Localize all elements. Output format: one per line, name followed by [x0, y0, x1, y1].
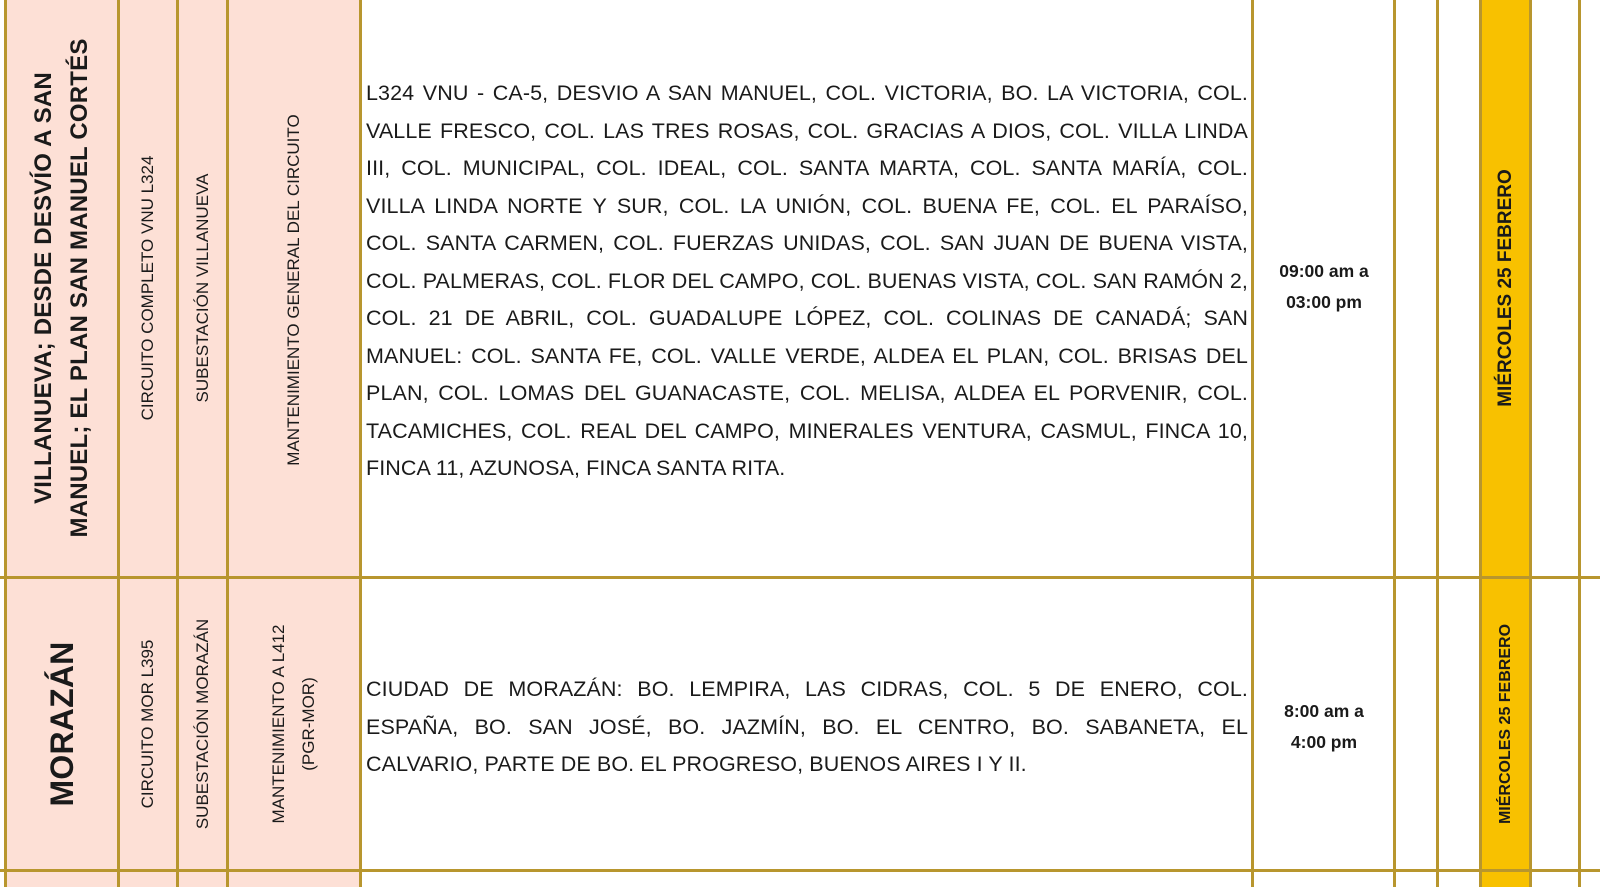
row2-zone: [6, 579, 118, 869]
work-description: [264, 624, 324, 823]
affected-areas: L324 VNU - CA-5, DESVIO A SAN MANUEL, COL. VICTORIA, BO. LA VICTORIA, COL. VALLE FRESCO, COL. LAS TRES ROSAS, COL. GRACIAS A DIOS, COL. VILLA LINDA III, COL. MUNICIPAL, COL. IDEAL, COL. SANTA MARTA, COL. SANTA MARÍA, COL. VILLA LINDA NORTE Y SUR, COL. LA UNIÓN, COL. BUENA FE, COL. EL PARAÍSO, COL. SANTA CARMEN, COL. FUERZAS UNIDAS, COL. SAN JUAN DE BUENA VISTA, COL. PALMERAS, COL. FLOR DEL CAMPO, COL. BUENAS VISTA, COL. SAN RAMÓN 2, COL. 21 DE ABRIL, COL. GUADALUPE LÓPEZ, COL. COLINAS DE CANADÁ; SAN MANUEL: COL. SANTA FE, COL. VALLE VERDE, ALDEA EL PLAN, COL. BRISAS DEL PLAN, COL. LOMAS DEL GUANACASTE, COL. MELISA, ALDEA EL PORVENIR, COL. TACAMICHES, COL. REAL DEL CAMPO, MINERALES VENTURA, CASMUL, FINCA 10, FINCA 11, AZUNOSA, FINCA SANTA RITA.: [366, 81, 1248, 480]
work-description: MANTENIMIENTO GENERAL DEL CIRCUITO: [284, 114, 303, 466]
row1-date: [1482, 0, 1529, 576]
row2-work: [229, 579, 359, 869]
work-line: MANTENIMIENTO A L412: [269, 624, 288, 824]
outage-date: MIÉRCOLES 25 FEBRERO: [1494, 169, 1516, 407]
row2-circuit: [120, 579, 176, 869]
work-line: (PGR-MOR): [299, 677, 318, 771]
grid-line: [1578, 0, 1581, 887]
row1-substation: [179, 0, 226, 576]
grid-line: [1529, 0, 1532, 887]
row2-date: [1482, 579, 1529, 869]
outage-time: [1252, 256, 1396, 318]
time-end: 03:00 pm: [1286, 292, 1362, 312]
row1-circuit: [120, 0, 176, 576]
grid-line: [359, 0, 362, 887]
zone-name: MORAZÁN: [44, 641, 80, 807]
time-start: 8:00 am a: [1284, 701, 1364, 721]
time-end: 4:00 pm: [1290, 732, 1358, 752]
row1-work: [229, 0, 359, 576]
zone-name-line: VILLANUEVA; DESDE DESVÍO A SAN: [30, 72, 57, 504]
outage-date: MIÉRCOLES 25 FEBRERO: [1496, 623, 1514, 825]
grid-line: [0, 869, 1600, 872]
affected-areas: CIUDAD DE MORAZÁN: BO. LEMPIRA, LAS CIDRAS, COL. 5 DE ENERO, COL. ESPAÑA, BO. SAN JOSÉ, BO. JAZMÍN, BO. EL CENTRO, BO. SABANETA, EL CALVARIO, PARTE DE BO. EL PROGRESO, BUENOS AIRES I Y II.: [366, 677, 1248, 776]
zone-name: [26, 38, 98, 537]
substation-name: SUBESTACIÓN VILLANUEVA: [192, 173, 212, 403]
row3-date-cell: [1480, 872, 1530, 887]
time-start: 09:00 am a: [1279, 261, 1369, 281]
circuit-name: CIRCUITO COMPLETO VNU L324: [138, 155, 157, 421]
grid-line: [1436, 0, 1439, 887]
row2-substation: [179, 579, 226, 869]
row1-zone: [6, 0, 118, 576]
circuit-name: CIRCUITO MOR L395: [138, 639, 157, 809]
row3-zone-cell: [6, 872, 362, 887]
substation-name: SUBESTACIÓN MORAZÁN: [192, 618, 212, 830]
zone-name-line: MANUEL; EL PLAN SAN MANUEL CORTÉS: [66, 38, 93, 538]
outage-time: [1252, 696, 1396, 758]
